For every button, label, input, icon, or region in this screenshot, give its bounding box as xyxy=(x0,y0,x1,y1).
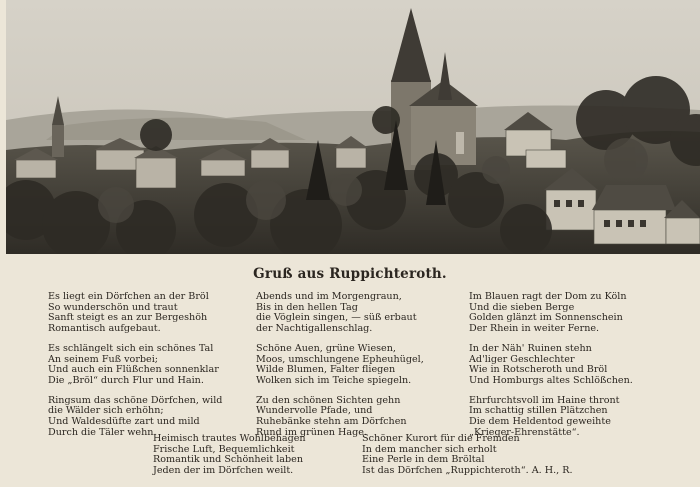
poem-line: Abends und im Morgengraun, xyxy=(256,291,402,302)
poem-column-left xyxy=(48,292,222,447)
poem-line: Sanft steigt es an zur Bergeshöh xyxy=(48,312,208,324)
stanza xyxy=(469,292,633,335)
poem-line: In dem mancher sich erholt xyxy=(362,443,497,455)
poem-line: Schöner Kurort für die Fremden xyxy=(362,433,520,444)
poem-line: der Nachtigallenschlag. xyxy=(256,323,373,335)
poem-line: An seinem Fuß vorbei; xyxy=(48,353,159,365)
poem-line: Rund im grünen Hage. xyxy=(256,426,367,438)
poem-line: Bis in den hellen Tag xyxy=(256,301,358,313)
stanza xyxy=(48,344,222,387)
village-panorama-image xyxy=(6,0,700,254)
poem-final-stanza-right xyxy=(362,434,573,477)
poem-line: Und auch ein Flüßchen sonnenklar xyxy=(48,364,219,376)
poem-column-middle xyxy=(256,292,424,447)
poem-line: Golden glänzt im Sonnenschein xyxy=(469,312,623,324)
stanza xyxy=(469,344,633,387)
poem-final-stanza-left xyxy=(153,434,306,477)
postcard-title: Gruß aus Ruppichteroth. xyxy=(253,266,447,282)
poem-line: Wundervolle Pfade, und xyxy=(256,405,373,417)
poem-line: Ringsum das schöne Dörfchen, wild xyxy=(48,394,223,406)
poem-line: In der Näh' Ruinen stehn xyxy=(469,342,592,354)
poem-line: Heimisch trautes Wohlbehagen xyxy=(153,433,306,444)
poem-line: Es liegt ein Dörfchen an der Bröl xyxy=(48,291,209,302)
poem-line: „Krieger-Ehrenstätte“. xyxy=(469,426,580,438)
poem-line: Und Waldesdüfte zart und mild xyxy=(48,416,200,428)
poem-line: Eine Perle in dem Bröltal xyxy=(362,454,485,466)
village-photo xyxy=(6,0,700,254)
poem-line: Ist das Dörfchen „Ruppichteroth“. A. H., R. xyxy=(362,465,573,477)
poem-line: Jeden der im Dörfchen weilt. xyxy=(153,465,294,477)
poem-line: Romantik und Schönheit laben xyxy=(153,454,304,466)
poem-line: Es schlängelt sich ein schönes Tal xyxy=(48,342,214,354)
stanza xyxy=(256,344,424,387)
poem-line: Und die sieben Berge xyxy=(469,301,575,313)
stanza xyxy=(48,292,222,335)
poem-line: Moos, umschlungene Epheuhügel, xyxy=(256,353,424,365)
poem-line: Im schattig stillen Plätzchen xyxy=(469,405,608,417)
poem-line: die Vöglein singen, — süß erbaut xyxy=(256,312,417,324)
poem-line: Ad'liger Geschlechter xyxy=(469,353,575,365)
poem-line: Zu den schönen Sichten gehn xyxy=(256,394,401,406)
poem-column-right xyxy=(469,292,633,447)
poem-line: Schöne Auen, grüne Wiesen, xyxy=(256,342,396,354)
poem-line: Im Blauen ragt der Dom zu Köln xyxy=(469,291,627,302)
stanza xyxy=(256,292,424,335)
poem-line: Durch die Täler wehn. xyxy=(48,426,157,438)
poem-line: Wie in Rotscheroth und Bröl xyxy=(469,364,608,376)
poem-line: die Wälder sich erhöhn; xyxy=(48,405,164,417)
poem-line: Der Rhein in weiter Ferne. xyxy=(469,323,600,335)
poem-line: So wunderschön und traut xyxy=(48,301,178,313)
poem-line: Romantisch aufgebaut. xyxy=(48,323,161,335)
poem-line: Frische Luft, Bequemlichkeit xyxy=(153,443,295,455)
poem-line: Ruhebänke stehn am Dörfchen xyxy=(256,416,407,428)
poem-line: Die dem Heldentod geweihte xyxy=(469,416,611,428)
poem-line: Ehrfurchtsvoll im Haine thront xyxy=(469,394,620,406)
poem-line: Wolken sich im Teiche spiegeln. xyxy=(256,374,412,386)
poem-line: Und Homburgs altes Schlößchen. xyxy=(469,374,633,386)
poem-line: Wilde Blumen, Falter fliegen xyxy=(256,364,396,376)
poem-line: Die „Bröl“ durch Flur und Hain. xyxy=(48,374,204,386)
